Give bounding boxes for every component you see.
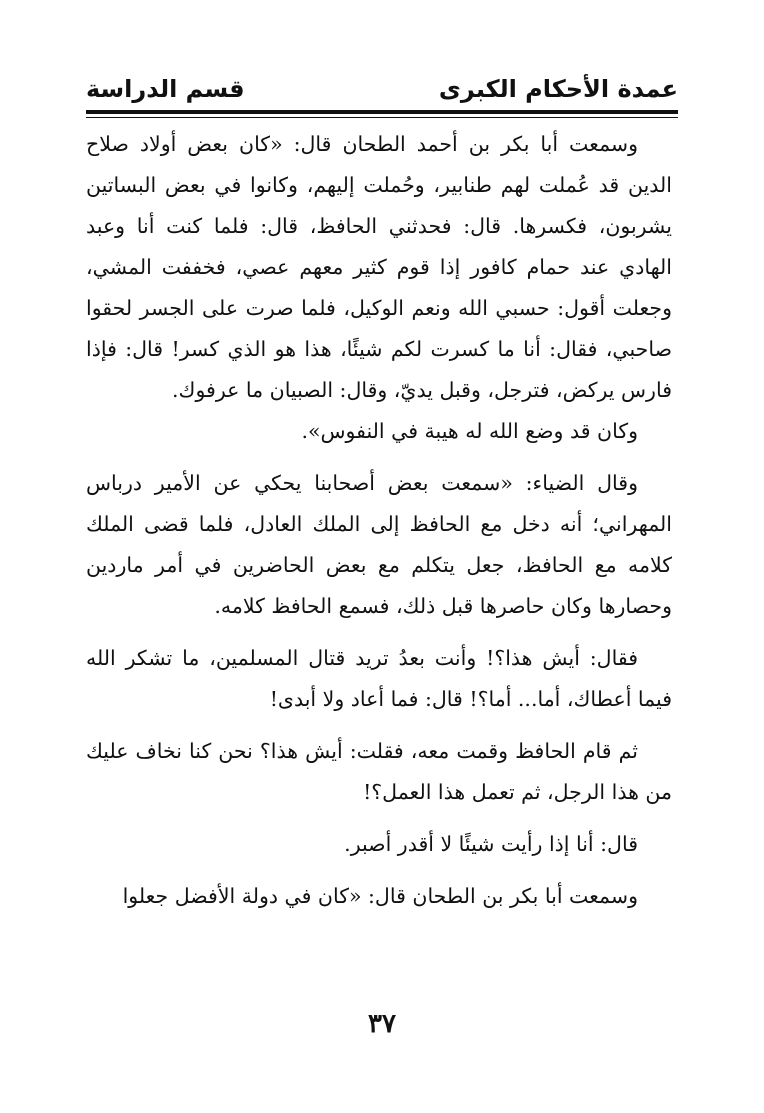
paragraph-7: وسمعت أبا بكر بن الطحان قال: «كان في دولة الأفضل جعلوا <box>122 884 638 908</box>
paragraph-2: وكان قد وضع الله له هيبة في النفوس». <box>301 419 638 443</box>
main-text <box>86 124 672 917</box>
section-title: قسم الدراسة <box>86 75 245 103</box>
page-number: ٣٧ <box>368 1009 396 1039</box>
paragraph-1: وسمعت أبا بكر بن أحمد الطحان قال: «كان بعض أولاد صلاح الدين قد عُملت لهم طنابير، وحُملت إليهم، وكانوا في بعض البساتين يشربون، فكسرها. قال: فحدثني الحافظ، قال: فلما كنت أنا وعبد الهادي عند حمام كافور إذا قوم كثير معهم عصي، فخففت المشي، وجعلت أقول: حسبي الله ونعم الوكيل، فلما صرت على الجسر لحقوا صاحبي، فقال: أنا ما كسرت لكم شيئًا، هذا هو الذي كسر! قال: فإذا فارس يركض، فترجل، وقبل يديّ، وقال: الصبيان ما عرفوك. <box>86 132 672 402</box>
book-title: عمدة الأحكام الكبرى <box>438 75 678 103</box>
paragraph-6: قال: أنا إذا رأيت شيئًا لا أقدر أصبر. <box>344 832 638 856</box>
paragraph-3: وقال الضياء: «سمعت بعض أصحابنا يحكي عن الأمير درباس المهراني؛ أنه دخل مع الحافظ إلى الملك العادل، فلما قضى الملك كلامه مع الحافظ، جعل يتكلم مع بعض الحاضرين في أمر ماردين وحصارها وكان حاصرها قبل ذلك، فسمع الحافظ كلامه. <box>86 471 672 618</box>
paragraph-5: ثم قام الحافظ وقمت معه، فقلت: أيش هذا؟ نحن كنا نخاف عليك من هذا الرجل، ثم تعمل هذا العمل؟! <box>86 739 672 804</box>
header-rule-thin <box>86 117 678 118</box>
header-rule <box>86 110 678 114</box>
paragraph-4: فقال: أيش هذا؟! وأنت بعدُ تريد قتال المسلمين، ما تشكر الله فيما أعطاك، أما... أما؟! قال: فما أعاد ولا أبدى! <box>86 646 672 711</box>
